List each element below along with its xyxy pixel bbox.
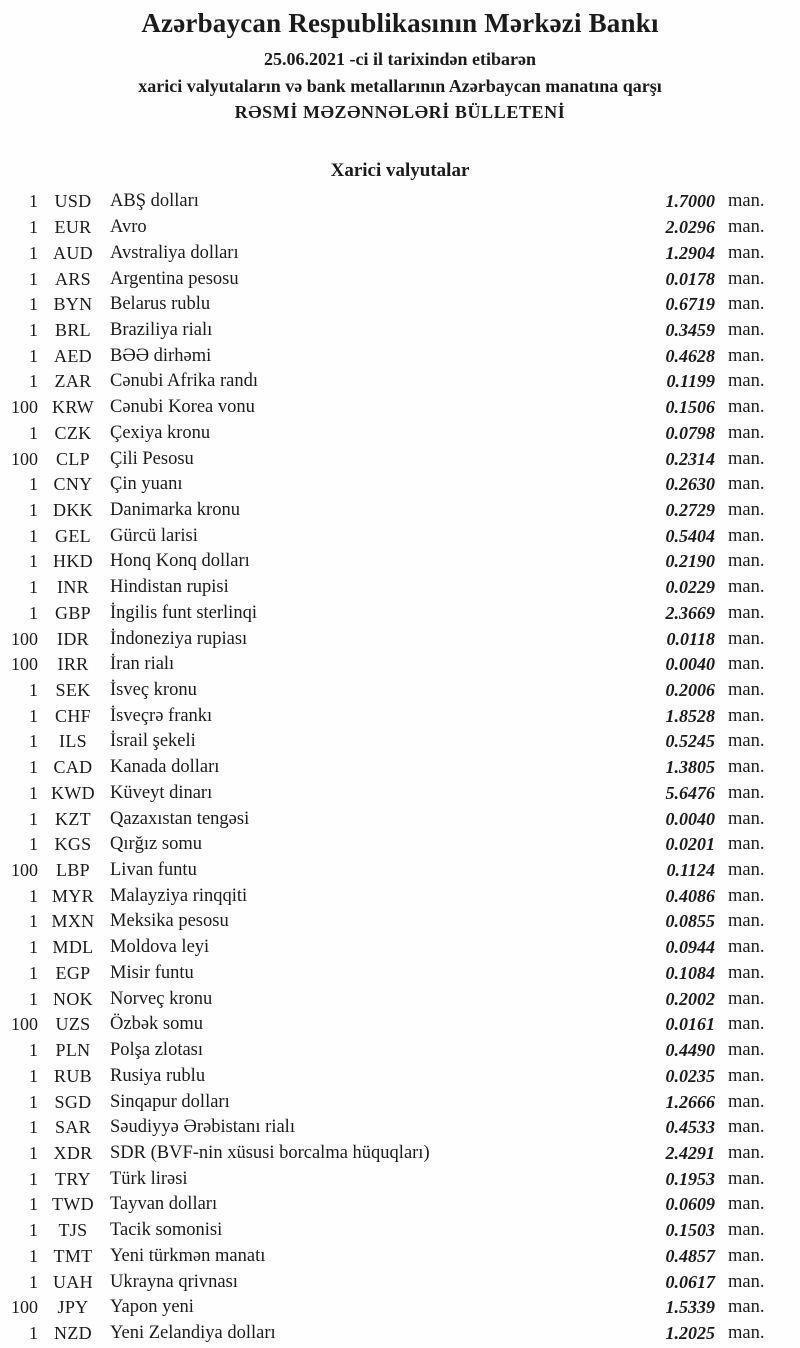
rate-row [0, 189, 800, 215]
quantity: 100 [11, 1297, 38, 1318]
currency-code: KRW [52, 397, 94, 418]
unit-label: man. [728, 602, 765, 623]
rate-value: 0.2002 [665, 988, 715, 1009]
rate-row [0, 292, 800, 318]
rate-row [0, 601, 800, 627]
rate-value: 0.4490 [665, 1040, 715, 1061]
currency-name: Yeni Zelandiya dolları [110, 1322, 276, 1343]
unit-label: man. [728, 988, 765, 1009]
currency-name: Polşa zlotası [110, 1040, 204, 1061]
currency-name: Çexiya kronu [110, 422, 211, 443]
currency-code: CLP [56, 448, 90, 469]
rate-row [0, 240, 800, 266]
unit-label: man. [728, 474, 765, 495]
currency-name: Avro [110, 217, 147, 238]
unit-label: man. [728, 834, 765, 855]
unit-label: man. [728, 1271, 765, 1292]
currency-name: Yapon yeni [110, 1297, 194, 1318]
currency-name: Belarus rublu [110, 294, 211, 315]
currency-code: SAR [55, 1117, 91, 1138]
rate-row [0, 523, 800, 549]
quantity: 1 [29, 988, 38, 1009]
currency-code: LBP [56, 860, 90, 881]
rate-row [0, 729, 800, 755]
unit-label: man. [728, 1014, 765, 1035]
unit-label: man. [728, 371, 765, 392]
rate-value: 0.6719 [665, 294, 715, 315]
unit-label: man. [728, 911, 765, 932]
rate-row [0, 986, 800, 1012]
rate-value: 0.1124 [666, 860, 715, 881]
quantity: 100 [11, 654, 38, 675]
currency-code: USD [54, 191, 92, 212]
quantity: 1 [29, 422, 38, 443]
rate-row [0, 420, 800, 446]
rate-value: 0.0040 [665, 654, 715, 675]
unit-label: man. [728, 577, 765, 598]
rate-value: 1.2025 [665, 1322, 715, 1343]
rate-row [0, 626, 800, 652]
unit-label: man. [728, 1322, 765, 1343]
currency-name: Cənubi Korea vonu [110, 397, 255, 418]
unit-label: man. [728, 654, 765, 675]
currency-name: Braziliya rialı [110, 319, 213, 340]
quantity: 1 [29, 499, 38, 520]
currency-name: SDR (BVF-nin xüsusi borcalma hüquqları) [110, 1142, 430, 1163]
rate-value: 1.2666 [665, 1091, 715, 1112]
quantity: 1 [29, 680, 38, 701]
subject-line: xarici valyutaların və bank metallarının Azərbaycan manatına qarşı [138, 76, 662, 96]
quantity: 1 [29, 731, 38, 752]
currency-name: Ukrayna qrivnası [110, 1271, 238, 1292]
unit-label: man. [728, 628, 765, 649]
unit-label: man. [728, 885, 765, 906]
currency-code: TJS [58, 1220, 88, 1241]
rate-value: 0.0235 [665, 1065, 715, 1086]
rate-row [0, 755, 800, 781]
currency-code: TRY [55, 1168, 91, 1189]
currency-code: EGP [55, 962, 91, 983]
quantity: 1 [29, 808, 38, 829]
rate-row [0, 1089, 800, 1115]
unit-label: man. [728, 1297, 765, 1318]
quantity: 100 [11, 448, 38, 469]
unit-label: man. [728, 1065, 765, 1086]
quantity: 1 [29, 1194, 38, 1215]
rate-row [0, 883, 800, 909]
unit-label: man. [728, 1220, 765, 1241]
quantity: 100 [11, 628, 38, 649]
quantity: 1 [29, 705, 38, 726]
unit-label: man. [728, 551, 765, 572]
currency-code: CHF [55, 705, 91, 726]
quantity: 1 [29, 525, 38, 546]
unit-label: man. [728, 1117, 765, 1138]
rate-value: 0.5245 [665, 731, 715, 752]
unit-label: man. [728, 217, 765, 238]
quantity: 1 [29, 577, 38, 598]
rate-row [0, 1166, 800, 1192]
rate-value: 0.4086 [665, 885, 715, 906]
quantity: 1 [29, 1142, 38, 1163]
quantity: 1 [29, 191, 38, 212]
quantity: 1 [29, 962, 38, 983]
currency-name: Malayziya rinqqiti [110, 885, 248, 906]
currency-code: UZS [55, 1014, 91, 1035]
currency-name: Cənubi Afrika randı [110, 371, 258, 392]
currency-name: Tayvan dolları [110, 1194, 218, 1215]
rate-value: 0.0617 [665, 1271, 715, 1292]
currency-code: RUB [54, 1065, 92, 1086]
currency-code: MXN [51, 911, 95, 932]
unit-label: man. [728, 1142, 765, 1163]
rate-value: 1.8528 [665, 705, 715, 726]
rate-row [0, 1192, 800, 1218]
currency-name: Honq Konq dolları [110, 551, 250, 572]
quantity: 1 [29, 294, 38, 315]
unit-label: man. [728, 294, 765, 315]
currency-name: Gürcü larisi [110, 525, 198, 546]
rate-value: 0.4628 [665, 345, 715, 366]
rate-row [0, 343, 800, 369]
rate-row [0, 1141, 800, 1167]
unit-label: man. [728, 1245, 765, 1266]
unit-label: man. [728, 782, 765, 803]
unit-label: man. [728, 937, 765, 958]
currency-code: GEL [55, 525, 91, 546]
rate-row [0, 1063, 800, 1089]
quantity: 1 [29, 1220, 38, 1241]
rate-value: 0.2729 [665, 499, 715, 520]
rate-value: 1.5339 [665, 1297, 715, 1318]
rate-value: 0.3459 [665, 319, 715, 340]
currency-name: Tacik somonisi [110, 1220, 223, 1241]
currency-code: EUR [54, 217, 92, 238]
currency-name: Meksika pesosu [110, 911, 229, 932]
currency-code: AUD [53, 242, 93, 263]
unit-label: man. [728, 1040, 765, 1061]
rate-row [0, 652, 800, 678]
currency-name: İran rialı [110, 654, 175, 675]
currency-code: ARS [55, 268, 91, 289]
rate-value: 2.3669 [665, 602, 715, 623]
currency-name: Hindistan rupisi [110, 577, 229, 598]
rate-row [0, 1269, 800, 1295]
rate-value: 0.4857 [665, 1245, 715, 1266]
unit-label: man. [728, 268, 765, 289]
unit-label: man. [728, 731, 765, 752]
unit-label: man. [728, 680, 765, 701]
currency-code: PLN [55, 1040, 91, 1061]
rate-row [0, 1038, 800, 1064]
rate-value: 0.2190 [665, 551, 715, 572]
currency-name: Çin yuanı [110, 474, 183, 495]
currency-name: Türk lirəsi [110, 1168, 188, 1189]
currency-name: İndoneziya rupiası [110, 628, 248, 649]
rate-row [0, 1012, 800, 1038]
quantity: 1 [29, 757, 38, 778]
quantity: 1 [29, 911, 38, 932]
currency-name: Kanada dolları [110, 757, 220, 778]
rates-table [0, 189, 800, 1346]
currency-code: CAD [53, 757, 93, 778]
rate-value: 0.0201 [665, 834, 715, 855]
bulletin-header [0, 8, 800, 123]
unit-label: man. [728, 808, 765, 829]
unit-label: man. [728, 397, 765, 418]
currency-code: ZAR [54, 371, 92, 392]
quantity: 1 [29, 1091, 38, 1112]
currency-code: DKK [53, 499, 93, 520]
currency-name: Özbək somu [110, 1014, 203, 1035]
unit-label: man. [728, 422, 765, 443]
quantity: 1 [29, 1040, 38, 1061]
unit-label: man. [728, 191, 765, 212]
quantity: 100 [11, 860, 38, 881]
unit-label: man. [728, 705, 765, 726]
currency-name: ABŞ dolları [110, 191, 199, 212]
currency-name: Qırğız somu [110, 834, 202, 855]
unit-label: man. [728, 499, 765, 520]
rate-row [0, 909, 800, 935]
currency-code: NZD [54, 1322, 92, 1343]
quantity: 1 [29, 1168, 38, 1189]
currency-code: TWD [52, 1194, 94, 1215]
quantity: 1 [29, 345, 38, 366]
unit-label: man. [728, 1091, 765, 1112]
rate-value: 0.2630 [665, 474, 715, 495]
unit-label: man. [728, 860, 765, 881]
quantity: 100 [11, 397, 38, 418]
currency-name: Misir funtu [110, 962, 194, 983]
currency-name: Norveç kronu [110, 988, 213, 1009]
currency-code: BRL [55, 319, 91, 340]
currency-code: TMT [53, 1245, 93, 1266]
rate-value: 0.2314 [665, 448, 715, 469]
rate-value: 0.2006 [665, 680, 715, 701]
rate-row [0, 806, 800, 832]
rate-value: 0.0229 [665, 577, 715, 598]
currency-code: IRR [57, 654, 89, 675]
unit-label: man. [728, 448, 765, 469]
rate-row [0, 318, 800, 344]
rate-value: 0.0855 [665, 911, 715, 932]
currency-code: ILS [59, 731, 87, 752]
currency-code: CNY [53, 474, 93, 495]
unit-label: man. [728, 1194, 765, 1215]
quantity: 1 [29, 602, 38, 623]
quantity: 1 [29, 834, 38, 855]
rate-value: 0.4533 [665, 1117, 715, 1138]
rate-value: 1.2904 [665, 242, 715, 263]
rate-row [0, 472, 800, 498]
currency-name: Səudiyyə Ərəbistanı rialı [110, 1117, 295, 1138]
currency-code: KZT [55, 808, 91, 829]
rate-value: 5.6476 [665, 782, 715, 803]
currency-code: GBP [55, 602, 91, 623]
bulletin-title-line: RƏSMİ MƏZƏNNƏLƏRİ BÜLLETENİ [234, 102, 566, 122]
quantity: 1 [29, 217, 38, 238]
currency-code: KGS [54, 834, 92, 855]
rate-value: 0.0944 [665, 937, 715, 958]
rate-row [0, 498, 800, 524]
currency-name: Moldova leyi [110, 937, 210, 958]
rate-row [0, 961, 800, 987]
unit-label: man. [728, 319, 765, 340]
rate-row [0, 549, 800, 575]
unit-label: man. [728, 345, 765, 366]
unit-label: man. [728, 1168, 765, 1189]
rate-value: 0.0178 [665, 268, 715, 289]
rate-value: 0.0798 [665, 422, 715, 443]
rate-value: 0.1084 [665, 962, 715, 983]
rate-value: 0.0161 [665, 1014, 715, 1035]
quantity: 1 [29, 782, 38, 803]
rate-value: 0.5404 [665, 525, 715, 546]
rate-row [0, 266, 800, 292]
quantity: 1 [29, 1322, 38, 1343]
rate-row [0, 832, 800, 858]
rate-value: 0.1199 [666, 371, 715, 392]
rate-row [0, 858, 800, 884]
currency-code: AED [54, 345, 92, 366]
currency-code: JPY [57, 1297, 89, 1318]
rate-row [0, 215, 800, 241]
currency-name: Danimarka kronu [110, 499, 240, 520]
quantity: 1 [29, 474, 38, 495]
rate-row [0, 575, 800, 601]
quantity: 1 [29, 551, 38, 572]
currency-code: UAH [53, 1271, 93, 1292]
rate-value: 2.4291 [665, 1142, 715, 1163]
rate-row [0, 369, 800, 395]
currency-name: Avstraliya dolları [110, 242, 239, 263]
currency-code: INR [57, 577, 89, 598]
currency-code: XDR [53, 1142, 93, 1163]
currency-code: MDL [52, 937, 94, 958]
quantity: 1 [29, 1065, 38, 1086]
quantity: 1 [29, 268, 38, 289]
unit-label: man. [728, 757, 765, 778]
quantity: 1 [29, 937, 38, 958]
unit-label: man. [728, 525, 765, 546]
rate-value: 0.0040 [665, 808, 715, 829]
quantity: 1 [29, 1245, 38, 1266]
bank-title: Azərbaycan Respublikasının Mərkəzi Bankı [141, 8, 659, 38]
unit-label: man. [728, 962, 765, 983]
currency-name: Qazaxıstan tengəsi [110, 808, 250, 829]
quantity: 1 [29, 319, 38, 340]
rate-row [0, 781, 800, 807]
currency-code: IDR [57, 628, 89, 649]
quantity: 1 [29, 1271, 38, 1292]
quantity: 100 [11, 1014, 38, 1035]
rate-value: 0.1503 [665, 1220, 715, 1241]
currency-name: Çili Pesosu [110, 448, 194, 469]
rate-row [0, 1321, 800, 1347]
currency-name: Yeni türkmən manatı [110, 1245, 266, 1266]
rate-value: 2.0296 [665, 217, 715, 238]
currency-code: CZK [54, 422, 92, 443]
currency-name: İngilis funt sterlinqi [110, 602, 257, 623]
rate-value: 0.0609 [665, 1194, 715, 1215]
effective-date-line: 25.06.2021 -ci il tarixindən etibarən [264, 49, 536, 69]
currency-code: MYR [52, 885, 94, 906]
quantity: 1 [29, 885, 38, 906]
currency-code: SGD [54, 1091, 92, 1112]
rate-row [0, 395, 800, 421]
quantity: 1 [29, 242, 38, 263]
currency-name: İsveç kronu [110, 680, 197, 701]
rate-value: 0.1953 [665, 1168, 715, 1189]
currency-name: Küveyt dinarı [110, 782, 213, 803]
rate-row [0, 1115, 800, 1141]
currency-name: Rusiya rublu [110, 1065, 206, 1086]
currency-name: BƏƏ dirhəmi [110, 345, 212, 366]
currency-code: NOK [53, 988, 93, 1009]
rate-row [0, 1218, 800, 1244]
rate-row [0, 1243, 800, 1269]
rate-row [0, 935, 800, 961]
rate-value: 0.0118 [666, 628, 715, 649]
rate-value: 0.1506 [665, 397, 715, 418]
rate-row [0, 1295, 800, 1321]
currency-name: Livan funtu [110, 860, 197, 881]
currency-name: İsrail şekeli [110, 731, 196, 752]
section-title-foreign-currencies: Xarici valyutalar [330, 160, 470, 181]
quantity: 1 [29, 371, 38, 392]
currency-code: HKD [53, 551, 93, 572]
rate-value: 1.3805 [665, 757, 715, 778]
rate-row [0, 446, 800, 472]
currency-code: BYN [53, 294, 93, 315]
rate-row [0, 678, 800, 704]
rate-row [0, 703, 800, 729]
quantity: 1 [29, 1117, 38, 1138]
currency-name: İsveçrə frankı [110, 705, 213, 726]
currency-code: KWD [51, 782, 95, 803]
rate-value: 1.7000 [665, 191, 715, 212]
currency-code: SEK [55, 680, 91, 701]
unit-label: man. [728, 242, 765, 263]
currency-name: Sinqapur dolları [110, 1091, 230, 1112]
currency-name: Argentina pesosu [110, 268, 239, 289]
